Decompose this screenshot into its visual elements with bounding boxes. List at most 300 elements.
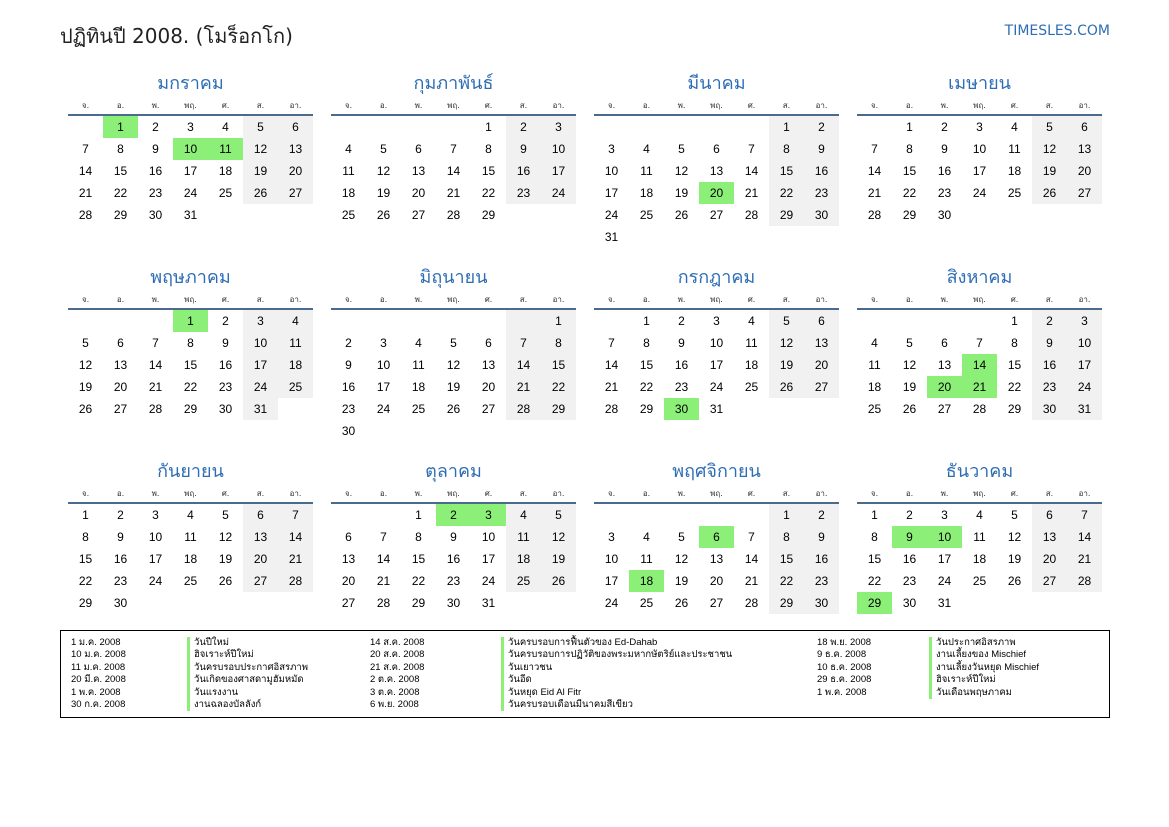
day-cell: 27 <box>709 208 724 222</box>
day-cell: 8 <box>187 336 194 350</box>
holiday-names-column <box>501 637 732 711</box>
day-cell: 13 <box>1067 138 1102 160</box>
day-cell: 27 <box>278 182 313 204</box>
empty-day-cell <box>138 310 173 332</box>
day-cell: 26 <box>1032 182 1067 204</box>
day-grid <box>857 310 1102 420</box>
day-cell: 18 <box>639 186 654 200</box>
month-calendar <box>68 70 313 248</box>
day-cell: 7 <box>748 142 755 156</box>
holiday-day-cell: 2 <box>436 504 471 526</box>
weekday-label: อา. <box>289 295 302 304</box>
day-cell: 8 <box>117 142 124 156</box>
day-cell: 2 <box>1032 310 1067 332</box>
day-cell: 18 <box>218 164 233 178</box>
weekday-label: พฤ. <box>184 489 197 498</box>
weekday-label: พฤ. <box>973 295 986 304</box>
holiday-date: 1 พ.ค. 2008 <box>71 686 121 698</box>
day-cell: 19 <box>1032 160 1067 182</box>
day-cell: 27 <box>1067 182 1102 204</box>
weekday-label: พ. <box>414 295 423 304</box>
day-cell: 2 <box>117 508 124 522</box>
day-cell: 31 <box>481 596 496 610</box>
weekday-label: อ. <box>642 489 651 498</box>
day-cell: 2 <box>345 336 352 350</box>
day-cell: 20 <box>804 354 839 376</box>
day-cell: 9 <box>804 526 839 548</box>
day-cell: 6 <box>117 336 124 350</box>
holiday-date: 20 ส.ค. 2008 <box>370 649 425 661</box>
month-name: เมษายน <box>948 73 1011 94</box>
month-name: พฤศจิกายน <box>672 461 761 482</box>
day-cell: 17 <box>148 552 163 566</box>
empty-day-cell <box>857 116 892 138</box>
day-cell: 9 <box>152 142 159 156</box>
day-cell: 17 <box>604 574 619 588</box>
day-cell: 22 <box>541 376 576 398</box>
day-cell: 10 <box>1067 332 1102 354</box>
weekday-label: พ. <box>677 489 686 498</box>
month-name: พฤษภาคม <box>150 267 231 288</box>
holiday-name: วันเดือนพฤษภาคม <box>929 687 1039 699</box>
day-cell: 21 <box>867 186 882 200</box>
day-cell: 21 <box>148 380 163 394</box>
day-cell: 28 <box>744 208 759 222</box>
day-cell: 17 <box>541 160 576 182</box>
day-cell: 3 <box>608 530 615 544</box>
day-cell: 6 <box>345 530 352 544</box>
day-cell: 24 <box>243 376 278 398</box>
day-cell: 13 <box>937 358 952 372</box>
holiday-name: วันครบรอบการฟื้นตัวของ Ed-Dahab <box>501 637 732 649</box>
weekday-label: พฤ. <box>710 489 723 498</box>
day-cell: 31 <box>709 402 724 416</box>
day-cell: 16 <box>506 160 541 182</box>
month-name: กันยายน <box>157 461 224 482</box>
empty-day-cell <box>471 310 506 332</box>
day-cell: 8 <box>485 142 492 156</box>
day-cell: 30 <box>113 596 128 610</box>
day-cell: 12 <box>1007 530 1022 544</box>
month-calendar <box>68 264 313 442</box>
day-cell: 6 <box>415 142 422 156</box>
day-cell: 4 <box>506 504 541 526</box>
day-cell: 25 <box>278 376 313 398</box>
day-cell: 11 <box>184 530 197 544</box>
weekday-label: ศ. <box>484 489 493 498</box>
day-cell: 21 <box>78 186 93 200</box>
day-cell: 24 <box>148 574 163 588</box>
day-cell: 17 <box>481 552 496 566</box>
weekday-label: ศ. <box>1010 489 1019 498</box>
weekday-label: พ. <box>151 295 160 304</box>
day-cell: 22 <box>902 186 917 200</box>
empty-day-cell <box>68 310 103 332</box>
day-cell: 7 <box>82 142 89 156</box>
holiday-date: 2 ต.ค. 2008 <box>370 674 420 686</box>
day-cell: 22 <box>769 182 804 204</box>
holiday-day-cell: 30 <box>664 398 699 420</box>
day-cell: 6 <box>713 142 720 156</box>
day-cell: 8 <box>541 332 576 354</box>
day-cell: 2 <box>906 508 913 522</box>
empty-day-cell <box>436 116 471 138</box>
day-cell: 7 <box>506 332 541 354</box>
day-cell: 26 <box>674 208 689 222</box>
day-cell: 30 <box>902 596 917 610</box>
holiday-day-cell: 20 <box>927 376 962 398</box>
day-cell: 27 <box>804 376 839 398</box>
day-cell: 10 <box>243 332 278 354</box>
day-grid <box>594 310 839 420</box>
weekday-label: ศ. <box>484 101 493 110</box>
holiday-day-cell: 11 <box>208 138 243 160</box>
weekday-header <box>331 98 576 116</box>
day-cell: 26 <box>218 574 233 588</box>
day-cell: 11 <box>745 336 758 350</box>
day-cell: 10 <box>604 164 619 178</box>
weekday-label: ส. <box>519 489 528 498</box>
weekday-label: อ. <box>905 101 914 110</box>
holiday-day-cell: 10 <box>173 138 208 160</box>
weekday-label: อ. <box>642 101 651 110</box>
day-cell: 15 <box>113 164 128 178</box>
holiday-day-cell: 6 <box>699 526 734 548</box>
day-cell: 14 <box>867 164 882 178</box>
weekday-header <box>594 98 839 116</box>
day-cell: 5 <box>450 336 457 350</box>
day-cell: 29 <box>113 208 128 222</box>
day-cell: 15 <box>769 548 804 570</box>
day-cell: 4 <box>643 530 650 544</box>
day-cell: 4 <box>1011 120 1018 134</box>
day-cell: 2 <box>804 116 839 138</box>
day-cell: 24 <box>604 208 619 222</box>
empty-day-cell <box>664 504 699 526</box>
day-cell: 27 <box>411 208 426 222</box>
empty-day-cell <box>892 310 927 332</box>
day-cell: 30 <box>446 596 461 610</box>
day-cell: 11 <box>868 358 881 372</box>
day-cell: 18 <box>341 186 356 200</box>
weekday-label: พฤ. <box>447 101 460 110</box>
day-cell: 23 <box>148 186 163 200</box>
day-cell: 10 <box>541 138 576 160</box>
day-cell: 4 <box>871 336 878 350</box>
holiday-name: วันอีด <box>501 674 732 686</box>
site-link[interactable]: TIMESLES.COM <box>1004 23 1110 39</box>
weekday-label: อา. <box>552 489 565 498</box>
day-cell: 10 <box>376 358 391 372</box>
day-cell: 3 <box>713 314 720 328</box>
day-cell: 11 <box>640 552 653 566</box>
weekday-label: พฤ. <box>184 101 197 110</box>
empty-day-cell <box>68 116 103 138</box>
month-name: มีนาคม <box>687 73 746 94</box>
holiday-name: วันประกาศอิสรภาพ <box>929 637 1039 649</box>
day-cell: 23 <box>113 574 128 588</box>
day-cell: 12 <box>376 164 391 178</box>
weekday-header <box>331 292 576 310</box>
day-cell: 29 <box>481 208 496 222</box>
day-cell: 29 <box>183 402 198 416</box>
day-cell: 13 <box>243 526 278 548</box>
holiday-date: 11 ม.ค. 2008 <box>71 661 126 673</box>
weekday-label: จ. <box>344 295 353 304</box>
holiday-name: วันเกิดของศาสดามูฮัมหมัด <box>187 674 308 686</box>
day-cell: 22 <box>481 186 496 200</box>
day-cell: 22 <box>867 574 882 588</box>
holiday-name: วันครบรอบการปฏิวัติของพระมหากษัตริย์และประชาชน <box>501 649 732 661</box>
holiday-date: 29 ธ.ค. 2008 <box>817 674 872 686</box>
month-calendar <box>857 264 1102 442</box>
day-cell: 26 <box>674 596 689 610</box>
weekday-label: จ. <box>870 489 879 498</box>
day-cell: 15 <box>78 552 93 566</box>
day-cell: 31 <box>1067 398 1102 420</box>
weekday-label: จ. <box>344 489 353 498</box>
holiday-name: งานฉลองบัลลังก์ <box>187 699 308 711</box>
day-cell: 9 <box>941 142 948 156</box>
day-cell: 2 <box>152 120 159 134</box>
holiday-day-cell: 1 <box>103 116 138 138</box>
day-cell: 16 <box>148 164 163 178</box>
month-name: มกราคม <box>157 73 224 94</box>
day-cell: 8 <box>643 336 650 350</box>
day-cell: 29 <box>902 208 917 222</box>
weekday-label: อา. <box>289 489 302 498</box>
day-cell: 19 <box>218 552 233 566</box>
day-grid <box>68 504 313 614</box>
day-cell: 18 <box>506 548 541 570</box>
day-cell: 5 <box>380 142 387 156</box>
day-cell: 14 <box>446 164 461 178</box>
day-cell: 1 <box>769 504 804 526</box>
day-cell: 31 <box>604 230 619 244</box>
day-cell: 28 <box>972 402 987 416</box>
day-grid <box>331 504 576 614</box>
day-cell: 7 <box>1067 504 1102 526</box>
day-cell: 13 <box>481 358 496 372</box>
day-cell: 14 <box>604 358 619 372</box>
day-cell: 7 <box>976 336 983 350</box>
holiday-name: วันครบรอบประกาศอิสรภาพ <box>187 662 308 674</box>
day-cell: 20 <box>243 548 278 570</box>
empty-day-cell <box>927 310 962 332</box>
day-cell: 30 <box>341 424 356 438</box>
empty-day-cell <box>401 310 436 332</box>
day-cell: 28 <box>446 208 461 222</box>
weekday-label: ส. <box>256 101 265 110</box>
day-grid <box>857 116 1102 226</box>
holiday-name: งานเลี้ยงวันหยุด Mischief <box>929 662 1039 674</box>
day-cell: 6 <box>941 336 948 350</box>
day-cell: 2 <box>804 504 839 526</box>
day-cell: 28 <box>744 596 759 610</box>
holiday-date: 30 ก.ค. 2008 <box>71 698 126 710</box>
day-cell: 17 <box>709 358 724 372</box>
month-name: มิถุนายน <box>419 267 488 288</box>
month-calendar <box>331 264 576 442</box>
weekday-header <box>857 292 1102 310</box>
day-cell: 2 <box>222 314 229 328</box>
day-cell: 15 <box>867 552 882 566</box>
day-cell: 1 <box>643 314 650 328</box>
day-cell: 9 <box>117 530 124 544</box>
day-cell: 24 <box>604 596 619 610</box>
day-cell: 19 <box>674 186 689 200</box>
day-cell: 13 <box>411 164 426 178</box>
day-cell: 1 <box>1011 314 1018 328</box>
day-cell: 1 <box>485 120 492 134</box>
day-cell: 23 <box>218 380 233 394</box>
day-cell: 15 <box>481 164 496 178</box>
weekday-label: อา. <box>1078 295 1091 304</box>
day-cell: 29 <box>78 596 93 610</box>
day-cell: 14 <box>148 358 163 372</box>
day-grid <box>594 116 839 248</box>
day-cell: 25 <box>218 186 233 200</box>
weekday-label: พ. <box>940 101 949 110</box>
holiday-date: 20 มี.ค. 2008 <box>71 674 126 686</box>
day-cell: 7 <box>450 142 457 156</box>
day-cell: 26 <box>902 402 917 416</box>
day-cell: 4 <box>415 336 422 350</box>
day-cell: 30 <box>218 402 233 416</box>
day-cell: 25 <box>972 574 987 588</box>
day-cell: 28 <box>604 402 619 416</box>
empty-day-cell <box>506 310 541 332</box>
day-cell: 1 <box>541 310 576 332</box>
weekday-header <box>68 486 313 504</box>
day-cell: 11 <box>278 332 313 354</box>
day-cell: 18 <box>183 552 198 566</box>
day-cell: 7 <box>748 530 755 544</box>
day-cell: 26 <box>243 182 278 204</box>
weekday-label: ศ. <box>221 489 230 498</box>
empty-day-cell <box>699 116 734 138</box>
day-cell: 31 <box>937 596 952 610</box>
day-grid <box>331 116 576 226</box>
day-cell: 24 <box>183 186 198 200</box>
weekday-label: อา. <box>552 101 565 110</box>
day-cell: 18 <box>411 380 426 394</box>
month-calendar <box>594 264 839 442</box>
day-cell: 8 <box>769 526 804 548</box>
day-cell: 17 <box>1067 354 1102 376</box>
weekday-header <box>331 486 576 504</box>
day-cell: 27 <box>243 570 278 592</box>
day-cell: 24 <box>709 380 724 394</box>
day-cell: 14 <box>1067 526 1102 548</box>
day-cell: 15 <box>1007 358 1022 372</box>
day-cell: 13 <box>278 138 313 160</box>
day-cell: 13 <box>113 358 128 372</box>
holiday-date: 1 พ.ค. 2008 <box>817 686 867 698</box>
day-cell: 10 <box>709 336 724 350</box>
day-cell: 13 <box>341 552 356 566</box>
day-cell: 28 <box>506 398 541 420</box>
day-cell: 19 <box>78 380 93 394</box>
weekday-label: พ. <box>677 101 686 110</box>
day-cell: 21 <box>744 186 759 200</box>
day-cell: 11 <box>342 164 355 178</box>
day-cell: 21 <box>744 574 759 588</box>
weekday-header <box>857 98 1102 116</box>
day-cell: 7 <box>380 530 387 544</box>
day-cell: 11 <box>1008 142 1021 156</box>
day-cell: 4 <box>187 508 194 522</box>
day-cell: 8 <box>906 142 913 156</box>
day-cell: 28 <box>1067 570 1102 592</box>
empty-day-cell <box>699 504 734 526</box>
day-cell: 21 <box>1067 548 1102 570</box>
empty-day-cell <box>962 310 997 332</box>
day-cell: 3 <box>187 120 194 134</box>
day-cell: 9 <box>1032 332 1067 354</box>
day-cell: 27 <box>709 596 724 610</box>
day-cell: 4 <box>222 120 229 134</box>
day-cell: 10 <box>972 142 987 156</box>
holiday-day-cell: 14 <box>962 354 997 376</box>
holiday-day-cell: 20 <box>699 182 734 204</box>
day-cell: 20 <box>709 574 724 588</box>
day-cell: 14 <box>744 164 759 178</box>
day-cell: 14 <box>506 354 541 376</box>
day-cell: 8 <box>769 138 804 160</box>
weekday-label: อา. <box>1078 101 1091 110</box>
day-cell: 9 <box>345 358 352 372</box>
day-cell: 20 <box>411 186 426 200</box>
day-cell: 11 <box>412 358 425 372</box>
weekday-label: ส. <box>519 295 528 304</box>
page-title: ปฏิทินปี 2008. (โมร็อกโก) <box>60 24 293 48</box>
day-cell: 7 <box>278 504 313 526</box>
day-cell: 30 <box>1032 398 1067 420</box>
weekday-label: พฤ. <box>710 101 723 110</box>
month-calendar <box>331 458 576 636</box>
empty-day-cell <box>734 116 769 138</box>
day-cell: 16 <box>937 164 952 178</box>
day-cell: 8 <box>82 530 89 544</box>
day-cell: 22 <box>183 380 198 394</box>
day-cell: 12 <box>541 526 576 548</box>
weekday-label: พฤ. <box>973 101 986 110</box>
day-cell: 12 <box>78 358 93 372</box>
holiday-name: วันปีใหม่ <box>187 637 308 649</box>
day-cell: 20 <box>1032 548 1067 570</box>
month-calendar <box>594 458 839 636</box>
day-cell: 13 <box>709 164 724 178</box>
day-cell: 7 <box>871 142 878 156</box>
empty-day-cell <box>664 116 699 138</box>
day-cell: 13 <box>709 552 724 566</box>
day-cell: 4 <box>345 142 352 156</box>
holiday-day-cell: 29 <box>857 592 892 614</box>
weekday-label: อา. <box>815 295 828 304</box>
day-cell: 26 <box>541 570 576 592</box>
day-grid <box>857 504 1102 614</box>
holiday-day-cell: 9 <box>892 526 927 548</box>
day-cell: 15 <box>902 164 917 178</box>
day-cell: 16 <box>902 552 917 566</box>
weekday-label: พฤ. <box>447 489 460 498</box>
day-cell: 19 <box>541 548 576 570</box>
day-grid <box>68 310 313 420</box>
day-cell: 21 <box>446 186 461 200</box>
day-cell: 14 <box>278 526 313 548</box>
day-cell: 16 <box>804 548 839 570</box>
